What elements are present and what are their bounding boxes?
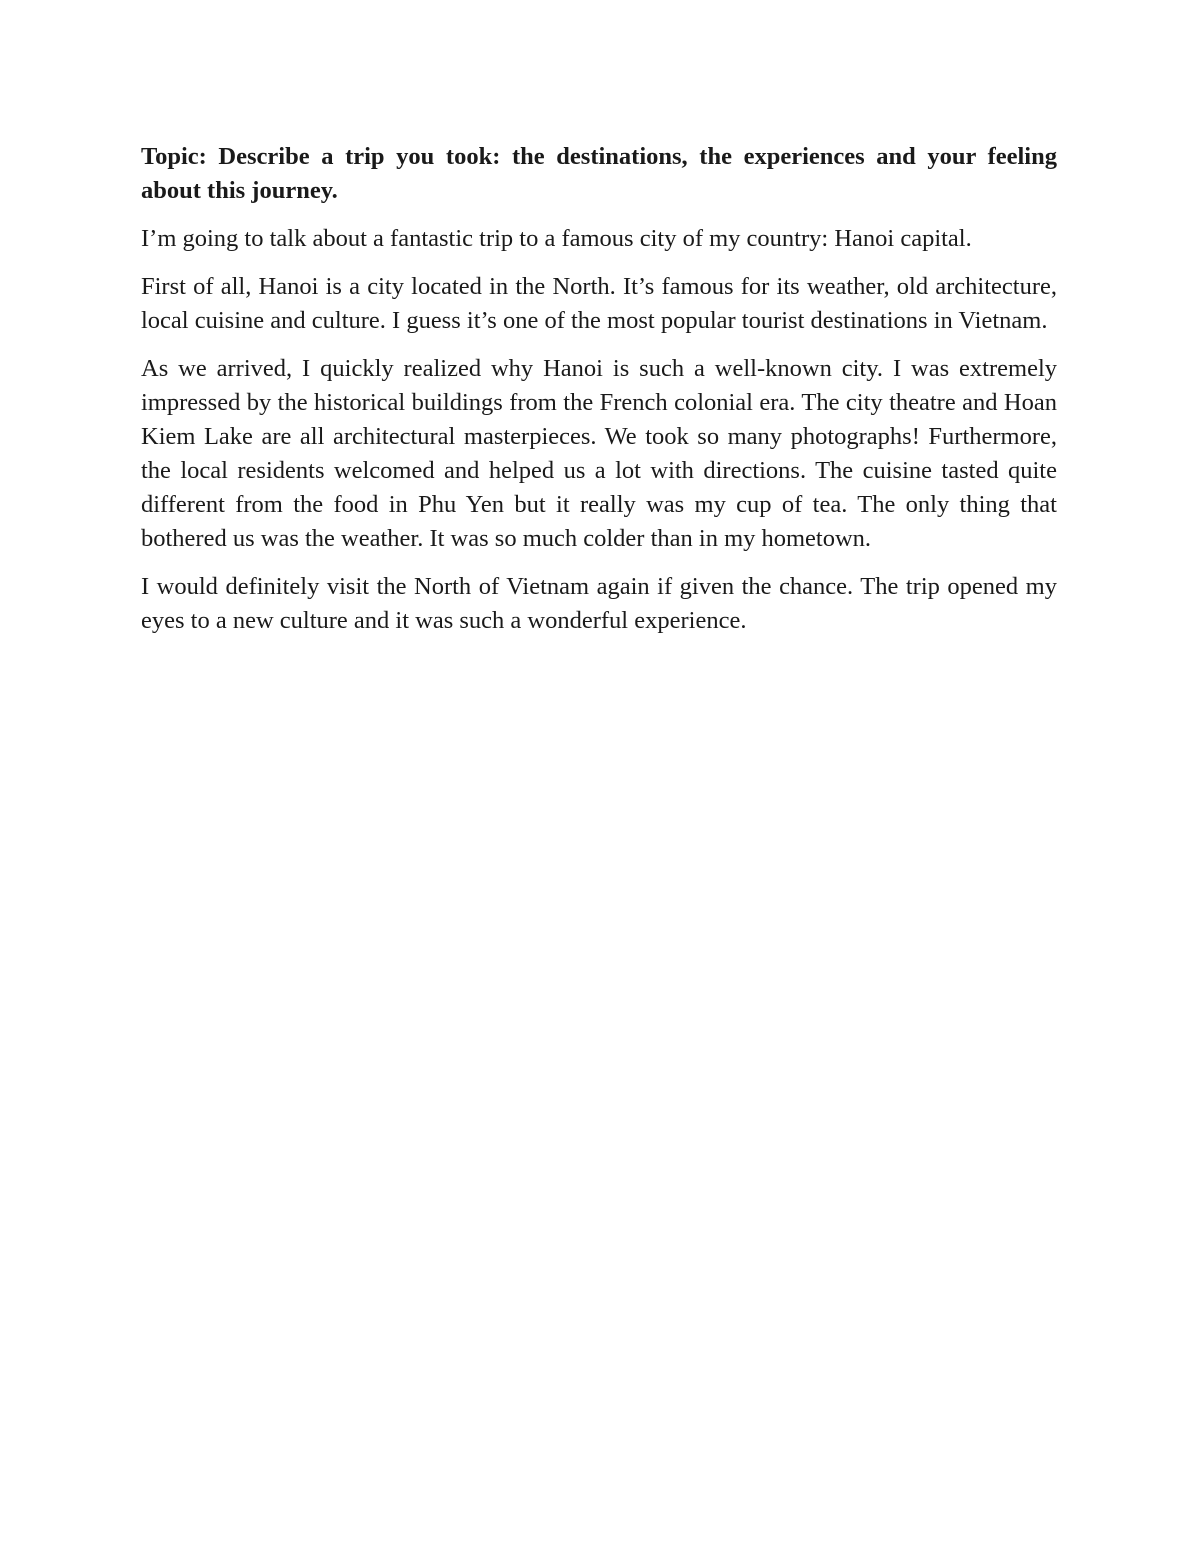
document-body: [141, 140, 1057, 652]
paragraph-experiences: As we arrived, I quickly realized why Hanoi is such a well-known city. I was extremely impressed by the historical buildings from the French colonial era. The city theatre and Hoan Kiem Lake are all architectural masterpieces. We took so many photographs! Furthermore, the local residents welcomed and helped us a lot with directions. The cuisine tasted quite different from the food in Phu Yen but it really was my cup of tea. The only thing that bothered us was the weather. It was so much colder than in my hometown.: [141, 355, 1057, 552]
paragraph-intro: I’m going to talk about a fantastic trip to a famous city of my country: Hanoi capital.: [141, 225, 972, 252]
topic-heading: Topic: Describe a trip you took: the destinations, the experiences and your feeling about this journey.: [141, 143, 1057, 204]
paragraph-about-hanoi: First of all, Hanoi is a city located in the North. It’s famous for its weather, old architecture, local cuisine and culture. I guess it’s one of the most popular tourist destinations in Vietnam.: [141, 273, 1057, 334]
paragraph-conclusion: I would definitely visit the North of Vietnam again if given the chance. The trip opened my eyes to a new culture and it was such a wonderful experience.: [141, 573, 1057, 634]
